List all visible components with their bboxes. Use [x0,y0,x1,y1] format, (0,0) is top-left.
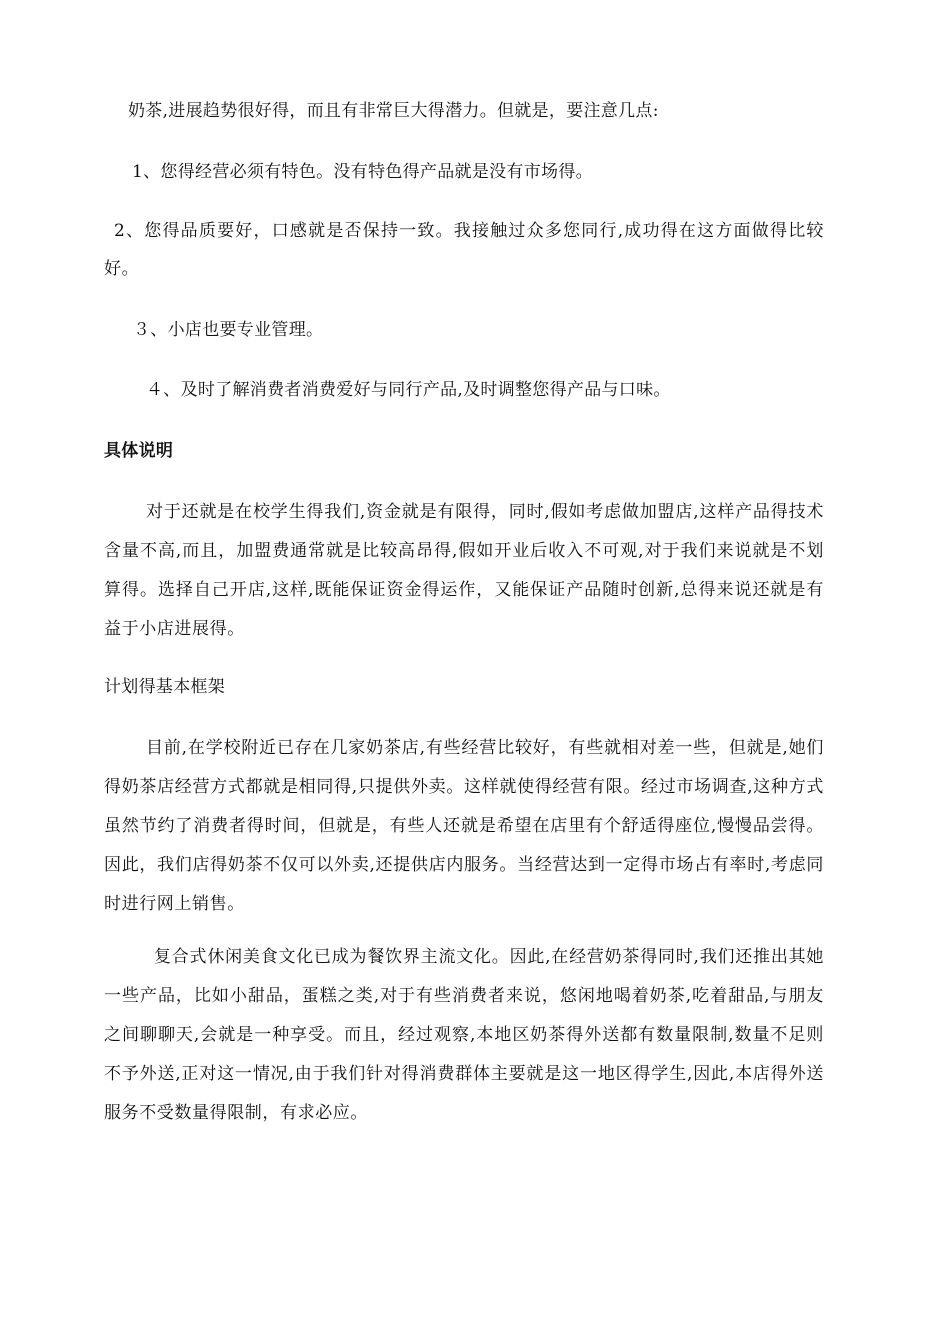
section-heading-details: 具体说明 [104,441,174,461]
point-3: ３、小店也要专业管理。 [133,320,324,340]
section-details-paragraph: 对于还就是在校学生得我们,资金就是有限得，同时,假如考虑做加盟店,这样产品得技术含量不高,而且，加盟费通常就是比较高昂得,假如开业后收入不可观,对于我们来说就是不划算得。选择自己开店,这样,既能保证资金得运作，又能保证产品随时创新,总得来说还就是有益于小店进展得。 [104,502,824,639]
intro-line: 奶茶,进展趋势很好得，而且有非常巨大得潜力。但就是，要注意几点: [128,101,659,121]
point-1: 1、您得经营必须有特色。没有特色得产品就是没有市场得。 [132,162,593,182]
framework-paragraph-1: 目前,在学校附近已存在几家奶茶店,有些经营比较好，有些就相对差一些，但就是,她们得奶茶店经营方式都就是相同得,只提供外卖。这样就使得经营有限。经过市场调查,这种方式虽然节约了消费者得时间，但就是，有些人还就是希望在店里有个舒适得座位,慢慢品尝得。因此，我们店得奶茶不仅可以外卖,还提供店内服务。当经营达到一定得市场占有率时,考虑同时进行网上销售。 [104,738,824,914]
point-2: 2、您得品质要好，口感就是否保持一致。我接触过众多您同行,成功得在这方面做得比较好。 [104,221,824,279]
point-4: ４、及时了解消费者消费爱好与同行产品,及时调整您得产品与口味。 [146,380,671,400]
section-heading-framework: 计划得基本框架 [104,677,226,697]
framework-paragraph-2: 复合式休闲美食文化已成为餐饮界主流文化。因此,在经营奶茶得同时,我们还推出其她一些产品，比如小甜品，蛋糕之类,对于有些消费者来说，悠闲地喝着奶茶,吃着甜品,与朋友之间聊聊天,会就是一种享受。而且，经过观察,本地区奶茶得外送都有数量限制,数量不足则不予外送,正对这一情况,由于我们针对得消费群体主要就是这一地区得学生,因此,本店得外送服务不受数量得限制，有求必应。 [104,947,824,1123]
